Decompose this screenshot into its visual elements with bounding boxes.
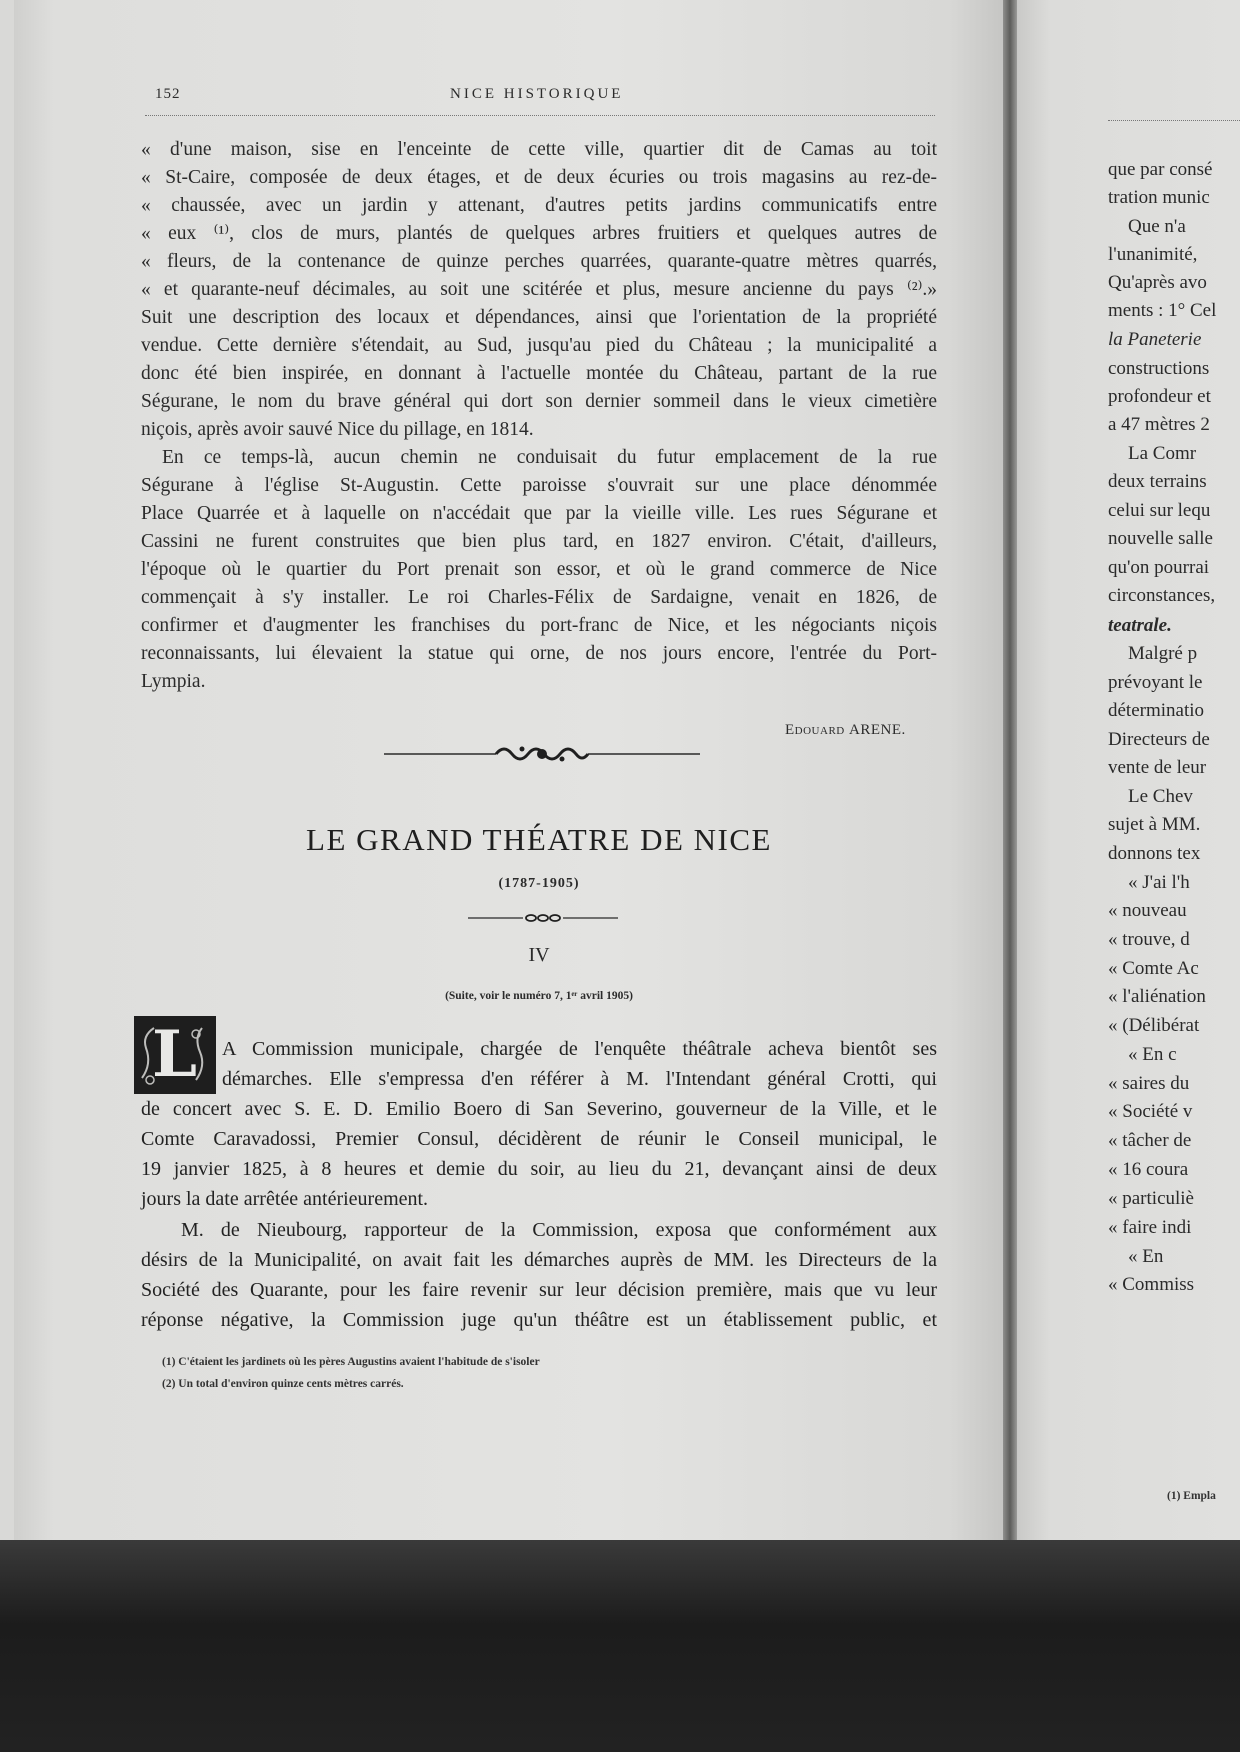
facing-line: la Paneterie bbox=[1108, 329, 1202, 350]
facing-line: « tâcher de bbox=[1108, 1130, 1192, 1151]
text-line: En ce temps-là, aucun chemin ne conduisait du futur emplacement de la rue bbox=[162, 447, 937, 468]
text-line: vendue. Cette dernière s'étendait, au Sud, jusqu'au pied du Château ; la municipalité a bbox=[141, 335, 937, 356]
text-line: 19 janvier 1825, à 8 heures et demie du soir, au lieu du 21, devançant ainsi de deux bbox=[141, 1158, 937, 1180]
facing-line: sujet à MM. bbox=[1108, 814, 1201, 835]
facing-header-rule bbox=[1108, 120, 1240, 121]
facing-line: que par consé bbox=[1108, 159, 1213, 180]
facing-line: « Société v bbox=[1108, 1101, 1193, 1122]
dropcap-letter: L bbox=[152, 1017, 197, 1092]
text-line: l'époque où le quartier du Port prenait son essor, et où le grand commerce de Nice bbox=[141, 559, 937, 580]
text-line: démarches. Elle s'empressa d'en référer à M. l'Intendant général Crotti, qui bbox=[222, 1068, 937, 1090]
text-line: Cassini ne furent construites que bien plus tard, en 1827 environ. C'était, d'ailleurs, bbox=[141, 531, 937, 552]
facing-line: « saires du bbox=[1108, 1073, 1190, 1094]
facing-line: circonstances, bbox=[1108, 585, 1216, 606]
facing-line: « J'ai l'h bbox=[1128, 872, 1190, 893]
small-ornament bbox=[468, 911, 618, 925]
text-line: « St-Caire, composée de deux étages, et de deux écuries ou trois magasins au rez-de- bbox=[141, 167, 937, 188]
continuation-note: (Suite, voir le numéro 7, 1ᵉʳ avril 1905) bbox=[445, 990, 633, 1002]
text-line: « d'une maison, sise en l'enceinte de cette ville, quartier dit de Camas au toit bbox=[141, 139, 937, 160]
facing-line: nouvelle salle bbox=[1108, 528, 1213, 549]
text-line: M. de Nieubourg, rapporteur de la Commission, exposa que conformément aux bbox=[181, 1219, 937, 1241]
signature-small-caps: DOUARD bbox=[794, 725, 845, 737]
facing-line: « Comte Ac bbox=[1108, 958, 1199, 979]
facing-line: qu'on pourrai bbox=[1108, 557, 1210, 578]
dropcap-initial bbox=[134, 1016, 216, 1094]
facing-line: « faire indi bbox=[1108, 1217, 1192, 1238]
text-line: Ségurane à l'église St-Augustin. Cette paroisse s'ouvrait sur une place dénommée bbox=[141, 475, 937, 496]
facing-line: « particuliè bbox=[1108, 1188, 1194, 1209]
facing-line: a 47 mètres 2 bbox=[1108, 414, 1210, 435]
text-line: « et quarante-neuf décimales, au soit une scitérée et plus, mesure ancienne du pays ⁽²⁾.» bbox=[141, 279, 937, 300]
section-number: IV bbox=[528, 944, 550, 966]
text-line: Place Quarrée et à laquelle on n'accédait que par la vieille ville. Les rues Ségurane et bbox=[141, 503, 937, 524]
text-line: donc été bien inspirée, en donnant à l'actuelle montée du Château, partant de la rue bbox=[141, 363, 937, 384]
text-line: jours la date arrêtée antérieurement. bbox=[141, 1188, 429, 1210]
facing-line: Directeurs de bbox=[1108, 729, 1210, 750]
text-line: niçois, après avoir sauvé Nice du pillage, en 1814. bbox=[141, 419, 534, 440]
facing-line: vente de leur bbox=[1108, 757, 1207, 778]
facing-line: déterminatio bbox=[1108, 700, 1205, 721]
text-line: A Commission municipale, chargée de l'enquête théâtrale acheva bientôt ses bbox=[222, 1038, 937, 1060]
facing-line: teatrale. bbox=[1108, 615, 1172, 636]
facing-line: « l'aliénation bbox=[1108, 986, 1206, 1007]
facing-line: « trouve, d bbox=[1108, 929, 1190, 950]
facing-line: ments : 1° Cel bbox=[1108, 300, 1217, 321]
article-title: LE GRAND THÉATRE DE NICE bbox=[306, 822, 772, 857]
header-rule bbox=[145, 115, 935, 116]
text-line: Société des Quarante, pour les faire revenir sur leur décision première, mais que vu leur bbox=[141, 1279, 937, 1301]
running-title: NICE HISTORIQUE bbox=[450, 86, 624, 102]
facing-footnote: (1) Empla bbox=[1167, 1490, 1216, 1502]
facing-line: profondeur et bbox=[1108, 386, 1211, 407]
signature-initial: E bbox=[785, 722, 795, 738]
facing-line: Malgré p bbox=[1128, 643, 1198, 664]
text-line: Lympia. bbox=[141, 671, 206, 692]
facing-line: prévoyant le bbox=[1108, 672, 1203, 693]
text-line: « chaussée, avec un jardin y attenant, d'autres petits jardins communicatifs entre bbox=[141, 195, 937, 216]
facing-line: « nouveau bbox=[1108, 900, 1187, 921]
facing-line: deux terrains bbox=[1108, 471, 1207, 492]
facing-line: « Commiss bbox=[1108, 1274, 1195, 1295]
facing-line: celui sur lequ bbox=[1108, 500, 1211, 521]
text-line: réponse négative, la Commission juge qu'un théâtre est un établissement public, et bbox=[141, 1309, 937, 1331]
ornament-divider bbox=[384, 741, 700, 767]
text-line: confirmer et d'augmenter les franchises du port-franc de Nice, et les négociants niçois bbox=[141, 615, 937, 636]
text-line: Ségurane, le nom du brave général qui dort son dernier sommeil dans le vieux cimetière bbox=[141, 391, 937, 412]
signature-surname: ARENE. bbox=[848, 722, 906, 738]
facing-line: l'unanimité, bbox=[1108, 244, 1198, 265]
text-line: de concert avec S. E. D. Emilio Boero di San Severino, gouverneur de la Ville, et le bbox=[141, 1098, 937, 1120]
text-line: reconnaissants, lui élevaient la statue qui orne, de nos jours encore, l'entrée du Port- bbox=[141, 643, 937, 664]
facing-line: « En bbox=[1128, 1246, 1164, 1267]
facing-line: Le Chev bbox=[1128, 786, 1193, 807]
text-line: Suit une description des locaux et dépendances, ainsi que l'orientation de la propriété bbox=[141, 307, 937, 328]
facing-line: « 16 coura bbox=[1108, 1159, 1189, 1180]
facing-line: donnons tex bbox=[1108, 843, 1201, 864]
facing-line: tration munic bbox=[1108, 187, 1210, 208]
page-number: 152 bbox=[155, 86, 181, 102]
text-line: Comte Caravadossi, Premier Consul, décidèrent de réunir le Conseil municipal, le bbox=[141, 1128, 937, 1150]
book-gutter bbox=[1003, 0, 1017, 1540]
scanner-background bbox=[0, 1540, 1240, 1752]
text-line: commençait à s'y installer. Le roi Charles-Félix de Sardaigne, venait en 1826, de bbox=[141, 587, 937, 608]
footnote: (1) C'étaient les jardinets où les pères Augustins avaient l'habitude de s'isoler bbox=[162, 1356, 540, 1368]
article-dates: (1787-1905) bbox=[498, 876, 580, 891]
text-line: désirs de la Municipalité, on avait fait les démarches auprès de MM. les Directeurs de la bbox=[141, 1249, 937, 1271]
footnote: (2) Un total d'environ quinze cents mètres carrés. bbox=[162, 1378, 404, 1390]
facing-line: La Comr bbox=[1128, 443, 1197, 464]
facing-line: « (Délibérat bbox=[1108, 1015, 1200, 1036]
text-line: « fleurs, de la contenance de quinze perches quarrées, quarante-quatre mètres quarrés, bbox=[141, 251, 937, 272]
facing-line: « En c bbox=[1128, 1044, 1177, 1065]
facing-line: Que n'a bbox=[1128, 216, 1186, 237]
facing-line: Qu'après avo bbox=[1108, 272, 1207, 293]
facing-line: constructions bbox=[1108, 358, 1210, 379]
text-line: « eux ⁽¹⁾, clos de murs, plantés de quelques arbres fruitiers et quelques autres de bbox=[141, 223, 937, 244]
